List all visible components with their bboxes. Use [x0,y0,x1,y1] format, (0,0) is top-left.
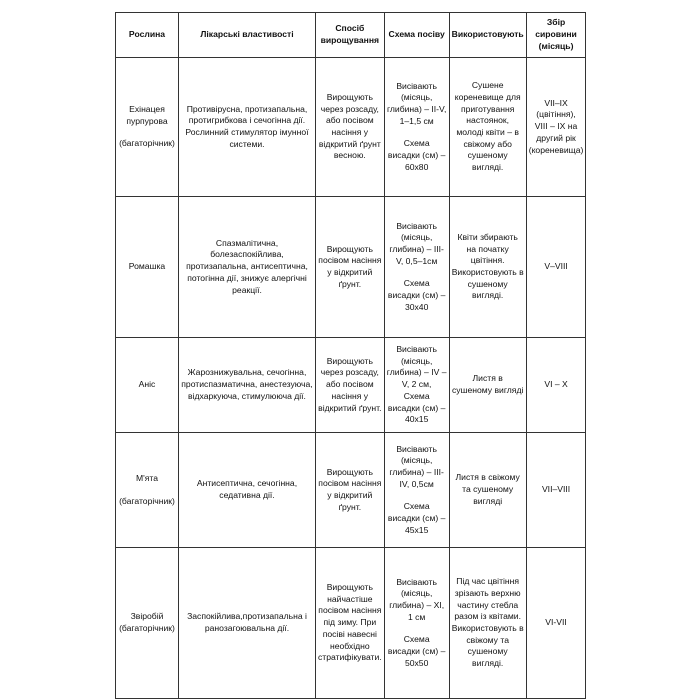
plant-name: Звіробій [130,611,164,622]
header-plant: Рослина [116,13,179,58]
sowing-text: Висівають (місяць, глибина) – ІІІ-IV, 0,5см [389,443,444,489]
sowing-text: Висівають (місяць, глибина) – ІІ-V, 1–1,5 см [386,80,447,126]
cultivation-cell: Вирощують найчастіше посівом насіння під зиму. При посіві навесні необхідно стратифікувати. [316,548,385,699]
scheme-cell [384,58,449,197]
scheme-cell [384,338,449,433]
plant-cell [116,58,179,197]
planting-text: Схема висадки (см) – 45x15 [387,501,446,535]
cultivation-cell: Вирощують посівом насіння у відкритий ґрунт. [316,433,385,548]
plant-note: (багаторічник) [119,138,175,149]
sowing-text: Висівають (місяць, глибина) – IV – V, 2 см, [386,344,447,390]
properties-cell: Заспокійлива,протизапальна і ранозагоювальна дії. [179,548,316,699]
harvest-cell: VI-VII [526,548,586,699]
harvest-cell: V–VIII [526,197,586,338]
scheme-cell [384,433,449,548]
usage-cell: Листя в свіжому та сушеному вигляді [449,433,526,548]
properties-cell: Жарознижувальна, сечогінна, протиспазматична, анестезуюча, відхаркуюча, стимулююча дії. [179,338,316,433]
planting-text: Схема висадки (см) –30x40 [387,278,446,312]
planting-text: Схема висадки (см) – 40x15 [387,390,446,425]
properties-cell: Антисептична, сечогінна, седативна дії. [179,433,316,548]
plant-name: Ехінацея пурпурова [126,103,168,126]
table-row [116,338,586,433]
scheme-cell [384,197,449,338]
header-scheme: Схема посіву [384,13,449,58]
header-properties: Лікарські властивості [179,13,316,58]
cultivation-cell: Вирощують через розсаду, або посівом насіння у відкритий ґрунт весною. [316,58,385,197]
usage-cell: Квіти збирають на початку цвітіння. Використовують в сушеному вигляді. [449,197,526,338]
usage-cell: Листя в сушеному вигляді [449,338,526,433]
cultivation-cell: Вирощують через розсаду, або посівом насіння у відкритий ґрунт. [316,338,385,433]
plant-cell [116,548,179,699]
header-usage: Використовують [449,13,526,58]
plant-cell [116,433,179,548]
scheme-cell [384,548,449,699]
plant-name: Аніс [138,379,156,390]
harvest-cell: VII–VIII [526,433,586,548]
table-row [116,548,586,699]
plant-cell [116,197,179,338]
table-row [116,197,586,338]
plant-name: М'ята [135,472,159,483]
usage-cell: Сушене кореневище для приготування настоянок, молоді квіти – в свіжому або сушеному вигляді. [449,58,526,197]
sowing-text: Висівають (місяць, глибина) – XI, 1 см [389,576,445,622]
planting-text: Схема висадки (см) –50x50 [387,634,446,668]
cultivation-cell: Вирощують посівом насіння у відкритий ґрунт. [316,197,385,338]
plant-cell [116,338,179,433]
plant-name: Ромашка [128,261,166,272]
sowing-text: Висівають (місяць, глибина) – ІІІ-V, 0,5–1см [389,220,444,266]
properties-cell: Спазмалітична, болезаспокійлива, протизапальна, антисептична, потогінна дії, знижує алергічні реакції. [179,197,316,338]
plant-note: (багаторічник) [119,495,175,506]
table-row [116,433,586,548]
plant-note: (багаторічник) [119,623,175,633]
header-row [116,13,586,58]
header-harvest: Збір сировини (місяць) [526,13,586,58]
properties-cell: Противірусна, протизапальна, протигрибкова і сечогінна дії. Рослинний стимулятор імунної системи. [179,58,316,197]
harvest-cell: VII–IX (цвітіння), VIII – IX на другий рік (кореневища) [526,58,586,197]
harvest-cell: VI – X [526,338,586,433]
table-row [116,58,586,197]
planting-text: Схема висадки (см) – 60x80 [387,138,446,172]
usage-cell: Під час цвітіння зрізають верхню частину стебла разом із квітами. Використовують в свіжому та сушеному вигляді. [449,548,526,699]
header-cultivation: Спосіб вирощування [316,13,385,58]
herbs-table [115,12,586,699]
